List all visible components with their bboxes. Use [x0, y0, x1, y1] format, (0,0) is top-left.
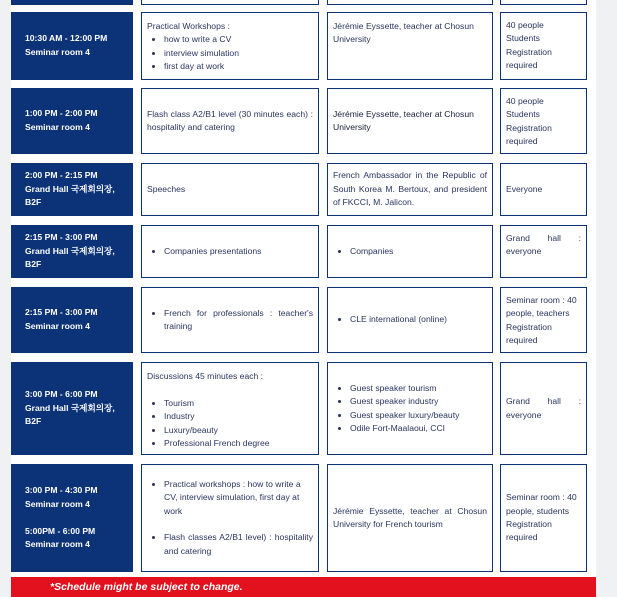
speaker-cell [327, 362, 493, 455]
activity-cell [141, 12, 319, 80]
time-cell [11, 225, 133, 278]
activity-cell [141, 362, 319, 455]
spacer [25, 511, 127, 524]
activity-text: Speeches [147, 183, 186, 194]
time-cell [11, 163, 133, 216]
time-cell [11, 88, 133, 154]
activity-list [147, 245, 313, 258]
schedule-page [11, 0, 596, 597]
audience-cell [500, 12, 587, 80]
room-label: Seminar room 4 [25, 498, 90, 509]
time-cell-top-partial [11, 0, 133, 5]
room-label: Seminar room 4 [25, 122, 90, 132]
activity-list [147, 531, 313, 558]
audience-text: Seminar room : 40 people, teachers Registration required [506, 295, 577, 346]
audience-cell-top-partial [500, 0, 587, 5]
activity-intro: Practical Workshops : [147, 21, 230, 31]
speaker-cell [327, 163, 493, 216]
list-item: • interview simulation [164, 47, 313, 60]
audience-line: 40 people [506, 20, 544, 30]
speaker-list [333, 313, 487, 326]
time-range: 10:30 AM - 12:00 PM [25, 33, 108, 44]
time-range: 3:00 PM - 4:30 PM [25, 485, 98, 496]
room-label: Grand Hall 국제회의장, B2F [25, 183, 115, 208]
time-cell [11, 12, 133, 80]
speaker-list [333, 245, 487, 258]
room-label: Seminar room 4 [25, 321, 90, 331]
audience-line: Registration required [506, 122, 552, 147]
audience-line: Students [506, 33, 540, 44]
audience-cell [500, 88, 587, 154]
time-range: 2:15 PM - 3:00 PM [25, 307, 98, 318]
time-cell [11, 287, 133, 353]
list-item: • Guest speaker industry [350, 395, 487, 408]
audience-line: Students [506, 109, 540, 120]
speaker-text: Jérémie Eyssette, teacher at Chosun University [333, 21, 474, 45]
audience-cell [500, 225, 587, 278]
speaker-list [333, 382, 487, 436]
activity-list [147, 478, 313, 518]
audience-cell [500, 163, 587, 216]
schedule-disclaimer [11, 577, 596, 597]
audience-text: Grand hall : everyone [506, 396, 581, 420]
audience-cell [500, 464, 587, 572]
room-label: Grand Hall 국제회의장, B2F [25, 402, 115, 427]
speaker-text: Jérémie Eyssette, teacher at Chosun University [333, 108, 474, 132]
activity-intro: Discussions 45 minutes each : [147, 371, 264, 381]
list-item: • Companies presentations [164, 245, 313, 258]
time-cell [11, 464, 133, 572]
list-item: • Luxury/beauty [164, 424, 313, 437]
speaker-text: Jérémie Eyssette, teacher at Chosun University for French tourism [333, 505, 487, 529]
activity-list [147, 307, 313, 334]
time-cell [11, 362, 133, 455]
speaker-cell [327, 225, 493, 278]
speaker-cell-top-partial [327, 0, 493, 5]
speaker-cell [327, 12, 493, 80]
list-item: • Practical workshops : how to write a CV, interview simulation, first day at work [164, 478, 313, 518]
audience-text: Grand hall : everyone [506, 233, 581, 257]
activity-cell [141, 287, 319, 353]
list-item: • Professional French degree [164, 437, 313, 450]
list-item: • Companies [350, 245, 487, 258]
activity-list [147, 33, 313, 73]
audience-text: Seminar room : 40 people, students Registration required [506, 492, 577, 543]
activity-list [147, 397, 313, 451]
audience-cell [500, 362, 587, 455]
speaker-cell [327, 464, 493, 572]
activity-cell [141, 464, 319, 572]
time-range: 3:00 PM - 6:00 PM [25, 389, 98, 400]
list-item: • Industry [164, 410, 313, 423]
list-item: • French for professionals : teacher's training [164, 307, 313, 334]
list-item: • how to write a CV [164, 33, 313, 46]
list-item: • Odile Fort-Maalaoui, CCI [350, 422, 487, 435]
list-item: • Tourism [164, 397, 313, 410]
time-range: 5:00PM - 6:00 PM [25, 525, 96, 536]
room-label: Grand Hall 국제회의장, B2F [25, 245, 115, 270]
spacer [147, 383, 313, 396]
list-item: • Guest speaker tourism [350, 382, 487, 395]
list-item: • Flash classes A2/B1 level) : hospitality and catering [164, 531, 313, 558]
time-range: 1:00 PM - 2:00 PM [25, 108, 98, 119]
list-item: • first day at work [164, 60, 313, 73]
spacer [147, 518, 313, 531]
audience-line: Registration required [506, 46, 552, 71]
left-gutter [0, 0, 11, 597]
room-label: Seminar room 4 [25, 47, 90, 57]
audience-line: 40 people [506, 96, 544, 106]
list-item: • Guest speaker luxury/beauty [350, 409, 487, 422]
speaker-text: French Ambassador in the Republic of South Korea M. Bertoux, and president of FKCCI, M. Jalicon. [333, 170, 487, 208]
list-item: • CLE international (online) [350, 313, 487, 326]
speaker-cell [327, 287, 493, 353]
time-range: 2:15 PM - 3:00 PM [25, 232, 98, 243]
activity-cell [141, 225, 319, 278]
speaker-cell [327, 88, 493, 154]
audience-text: Everyone [506, 183, 543, 194]
disclaimer-text: *Schedule might be subject to change. [50, 581, 243, 593]
activity-text: Flash class A2/B1 level (30 minutes each) : hospitality and catering [147, 108, 313, 132]
activity-cell [141, 88, 319, 154]
activity-cell-top-partial [141, 0, 319, 5]
room-label: Seminar room 4 [25, 539, 90, 550]
activity-cell [141, 163, 319, 216]
audience-cell [500, 287, 587, 353]
time-range: 2:00 PM - 2:15 PM [25, 170, 98, 181]
